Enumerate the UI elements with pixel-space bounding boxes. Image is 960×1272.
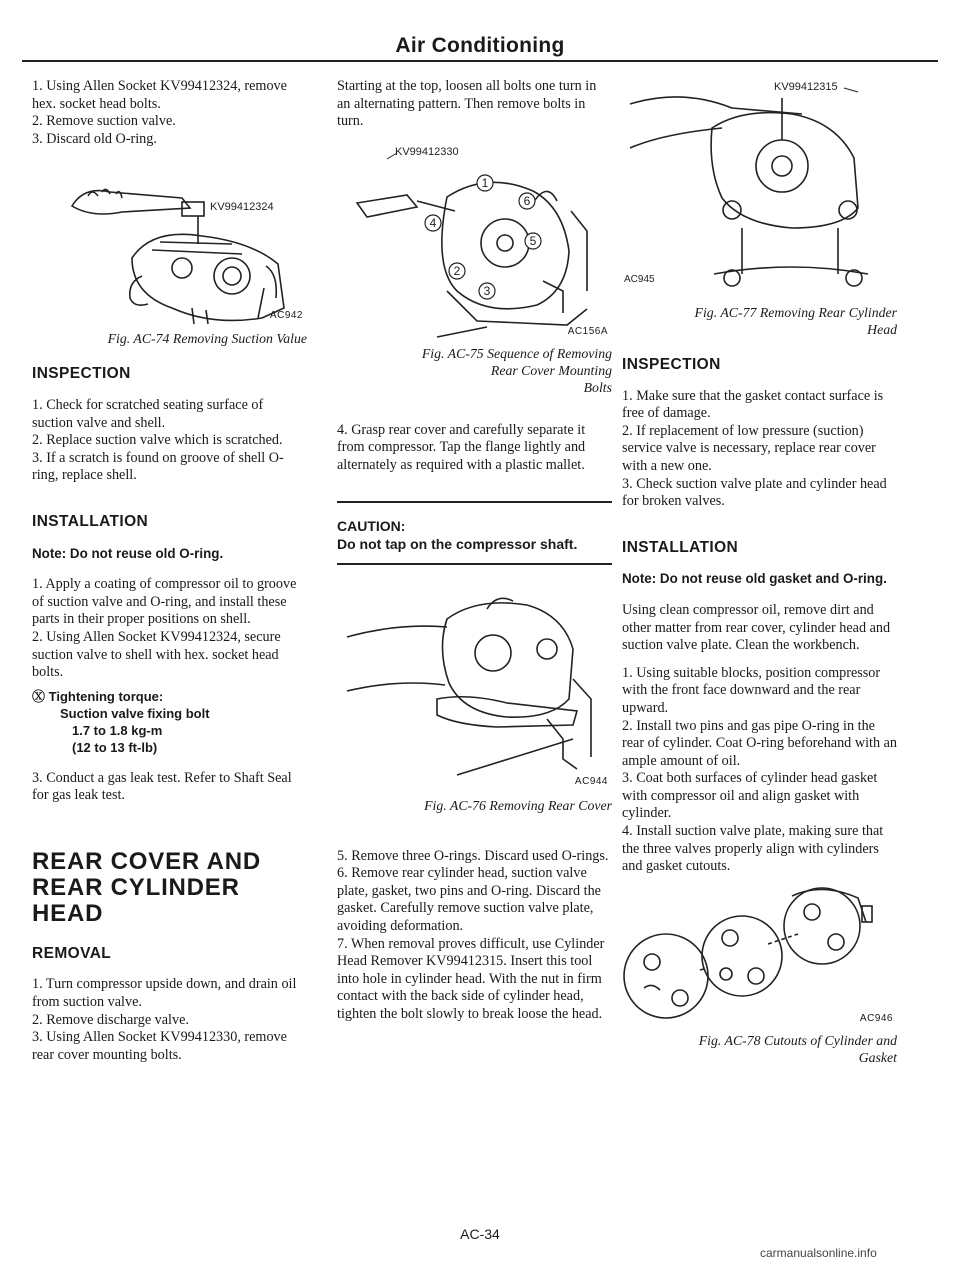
step-text: 1. Check for scratched seating surface of suction valve and shell. bbox=[32, 396, 264, 431]
caution-rule-top bbox=[337, 501, 612, 503]
bolt-number: 5 bbox=[529, 233, 537, 248]
figure-ac-75 bbox=[337, 141, 612, 341]
figure-code: AC945 bbox=[624, 274, 655, 285]
column-3 bbox=[622, 78, 897, 1082]
page-number: AC-34 bbox=[460, 1226, 500, 1242]
step-text: 3. Check suction valve plate and cylinder head for broken valves. bbox=[622, 475, 887, 510]
step-text: 2. If replacement of low pressure (suction) service valve is necessary, replace rear cover with a new one. bbox=[622, 422, 876, 474]
inspection-heading: INSPECTION bbox=[622, 356, 721, 373]
torque-value-imperial: (12 to 13 ft-lb) bbox=[72, 739, 158, 755]
step-text: 1. Using Allen Socket KV99412324, remove hex. socket head bolts. bbox=[32, 78, 287, 112]
step-text: 1. Apply a coating of compressor oil to groove of suction valve and O-ring, and install these parts in their proper positions on shell. bbox=[32, 576, 297, 628]
bolt-number: 6 bbox=[523, 193, 531, 208]
step-text: 4. Grasp rear cover and carefully separate it from compressor. Tap the flange lightly and alternately as required with a plastic mallet. bbox=[337, 421, 586, 473]
installation-steps bbox=[622, 665, 897, 876]
cutouts-illustration bbox=[622, 886, 892, 1028]
step-text: 3. Conduct a gas leak test. Refer to Shaft Seal for gas leak test. bbox=[32, 769, 292, 804]
column-2 bbox=[337, 78, 612, 1034]
installation-steps bbox=[32, 576, 307, 682]
caution-rule-bottom bbox=[337, 563, 612, 565]
page-header-title: Air Conditioning bbox=[395, 34, 565, 57]
section-title-line: REAR COVER AND bbox=[32, 847, 261, 875]
tightening-torque-spec bbox=[32, 688, 307, 756]
torque-item: Suction valve fixing bolt bbox=[60, 705, 210, 721]
step-text: 3. Coat both surfaces of cylinder head gasket with compressor oil and align gasket with cylinder. bbox=[622, 770, 878, 822]
cylinder-head-removal-illustration bbox=[622, 78, 892, 300]
figure-caption: Fig. AC-76 Removing Rear Cover bbox=[424, 797, 612, 813]
section-title-line: REAR CYLINDER bbox=[32, 873, 240, 901]
caption-line: Fig. AC-75 Sequence of Removing bbox=[421, 345, 612, 361]
step-text: 2. Remove discharge valve. bbox=[32, 1011, 189, 1028]
inspection-steps bbox=[32, 397, 307, 485]
caution-box bbox=[337, 517, 612, 553]
installation-note: Note: Do not reuse old O-ring. bbox=[32, 545, 224, 561]
caption-line: Head bbox=[867, 322, 897, 337]
figure-code: AC944 bbox=[574, 775, 608, 787]
step-text: 5. Remove three O-rings. Discard used O-rings. bbox=[337, 847, 609, 864]
tool-label: KV99412315 bbox=[774, 81, 838, 93]
figure-caption bbox=[622, 304, 897, 338]
figure-caption bbox=[622, 1032, 897, 1066]
removal-steps-continued bbox=[337, 848, 612, 1024]
step-text: 3. Discard old O-ring. bbox=[32, 130, 157, 147]
caution-title: CAUTION: bbox=[337, 517, 406, 534]
step-text: 2. Replace suction valve which is scratched. bbox=[32, 432, 283, 449]
inspection-steps bbox=[622, 388, 897, 511]
inspection-heading: INSPECTION bbox=[32, 365, 131, 383]
bolt-number: 2 bbox=[453, 263, 461, 278]
step-text: 2. Using Allen Socket KV99412324, secure suction valve to shell with hex. socket head bolts. bbox=[32, 628, 281, 681]
step-text: 1. Make sure that the gasket contact surface is free of damage. bbox=[622, 387, 884, 422]
step-text: 4. Install suction valve plate, making sure that the three valves properly align with cylinders and gasket cutouts. bbox=[622, 823, 884, 875]
step-text: 3. Using Allen Socket KV99412330, remove rear cover mounting bolts. bbox=[32, 1029, 287, 1063]
step-text: 1. Using suitable blocks, position compressor with the front face downward and the rear upward. bbox=[622, 664, 881, 716]
removal-steps bbox=[32, 976, 307, 1064]
section-title-line: HEAD bbox=[32, 899, 104, 927]
header-rule bbox=[22, 60, 938, 62]
figure-caption bbox=[337, 345, 612, 396]
bolt-number: 4 bbox=[429, 215, 437, 230]
step-text: 2. Remove suction valve. bbox=[32, 113, 176, 130]
bolt-sequence-illustration bbox=[337, 141, 607, 341]
step-text: 3. If a scratch is found on groove of shell O-ring, replace shell. bbox=[32, 449, 284, 484]
torque-icon: Ⓧ bbox=[32, 688, 46, 704]
column-1 bbox=[32, 78, 307, 1074]
step-text: 1. Turn compressor upside down, and drain oil from suction valve. bbox=[32, 976, 297, 1011]
step-text: 2. Install two pins and gas pipe O-ring in the rear of cylinder. Coat O-ring beforehand with an ample amount of oil. bbox=[622, 717, 897, 769]
installation-heading: INSTALLATION bbox=[622, 538, 739, 556]
caption-line: Rear Cover Mounting bbox=[490, 362, 612, 378]
bolt-number: 3 bbox=[483, 283, 491, 298]
torque-title: Tightening torque: bbox=[48, 688, 164, 704]
figure-code: AC946 bbox=[859, 1013, 893, 1025]
section-title bbox=[32, 849, 307, 927]
figure-ac-74 bbox=[32, 158, 307, 326]
watermark-text: carmanualsonline.info bbox=[760, 1246, 877, 1260]
figure-code: AC942 bbox=[269, 309, 303, 321]
suction-removal-steps bbox=[32, 78, 307, 148]
installation-intro: Using clean compressor oil, remove dirt and other matter from rear cover, cylinder head and suction valve plate. Clean the workbench. bbox=[622, 601, 891, 654]
suction-valve-illustration bbox=[32, 158, 302, 326]
rear-cover-removal-illustration bbox=[337, 579, 607, 793]
figure-ac-78 bbox=[622, 886, 897, 1028]
caption-line: Gasket bbox=[858, 1049, 897, 1065]
intro-text: Starting at the top, loosen all bolts one turn in an alternating pattern. Then remove bolts in turn. bbox=[337, 78, 597, 130]
caption-line: Fig. AC-78 Cutouts of Cylinder and bbox=[698, 1032, 897, 1048]
tool-label: KV99412330 bbox=[395, 145, 459, 158]
removal-heading: REMOVAL bbox=[32, 944, 112, 962]
installation-heading: INSTALLATION bbox=[32, 512, 149, 530]
caption-line: Bolts bbox=[583, 379, 612, 395]
bolt-number: 1 bbox=[481, 175, 489, 190]
tool-label: KV99412324 bbox=[210, 201, 274, 214]
figure-caption: Fig. AC-74 Removing Suction Value bbox=[107, 331, 307, 347]
figure-code: AC156A bbox=[567, 326, 608, 338]
step-text: 6. Remove rear cylinder head, suction valve plate, gasket, two pins and O-ring. Discard the gasket. Carefully remove suction valve plate, avoiding deformation. bbox=[337, 865, 601, 934]
figure-ac-77 bbox=[622, 78, 897, 300]
figure-ac-76 bbox=[337, 579, 612, 793]
caution-text: Do not tap on the compressor shaft. bbox=[337, 535, 578, 552]
installation-note: Note: Do not reuse old gasket and O-ring. bbox=[622, 571, 887, 587]
torque-value-metric: 1.7 to 1.8 kg-m bbox=[72, 722, 163, 738]
step-text: 7. When removal proves difficult, use Cylinder Head Remover KV99412315. Insert this tool into hole in cylinder head. With the nut in firm contact with the back side of cylinder head, tighten the bolt slowly to break loose the head. bbox=[337, 935, 605, 1022]
caption-line: Fig. AC-77 Removing Rear Cylinder bbox=[694, 305, 897, 320]
